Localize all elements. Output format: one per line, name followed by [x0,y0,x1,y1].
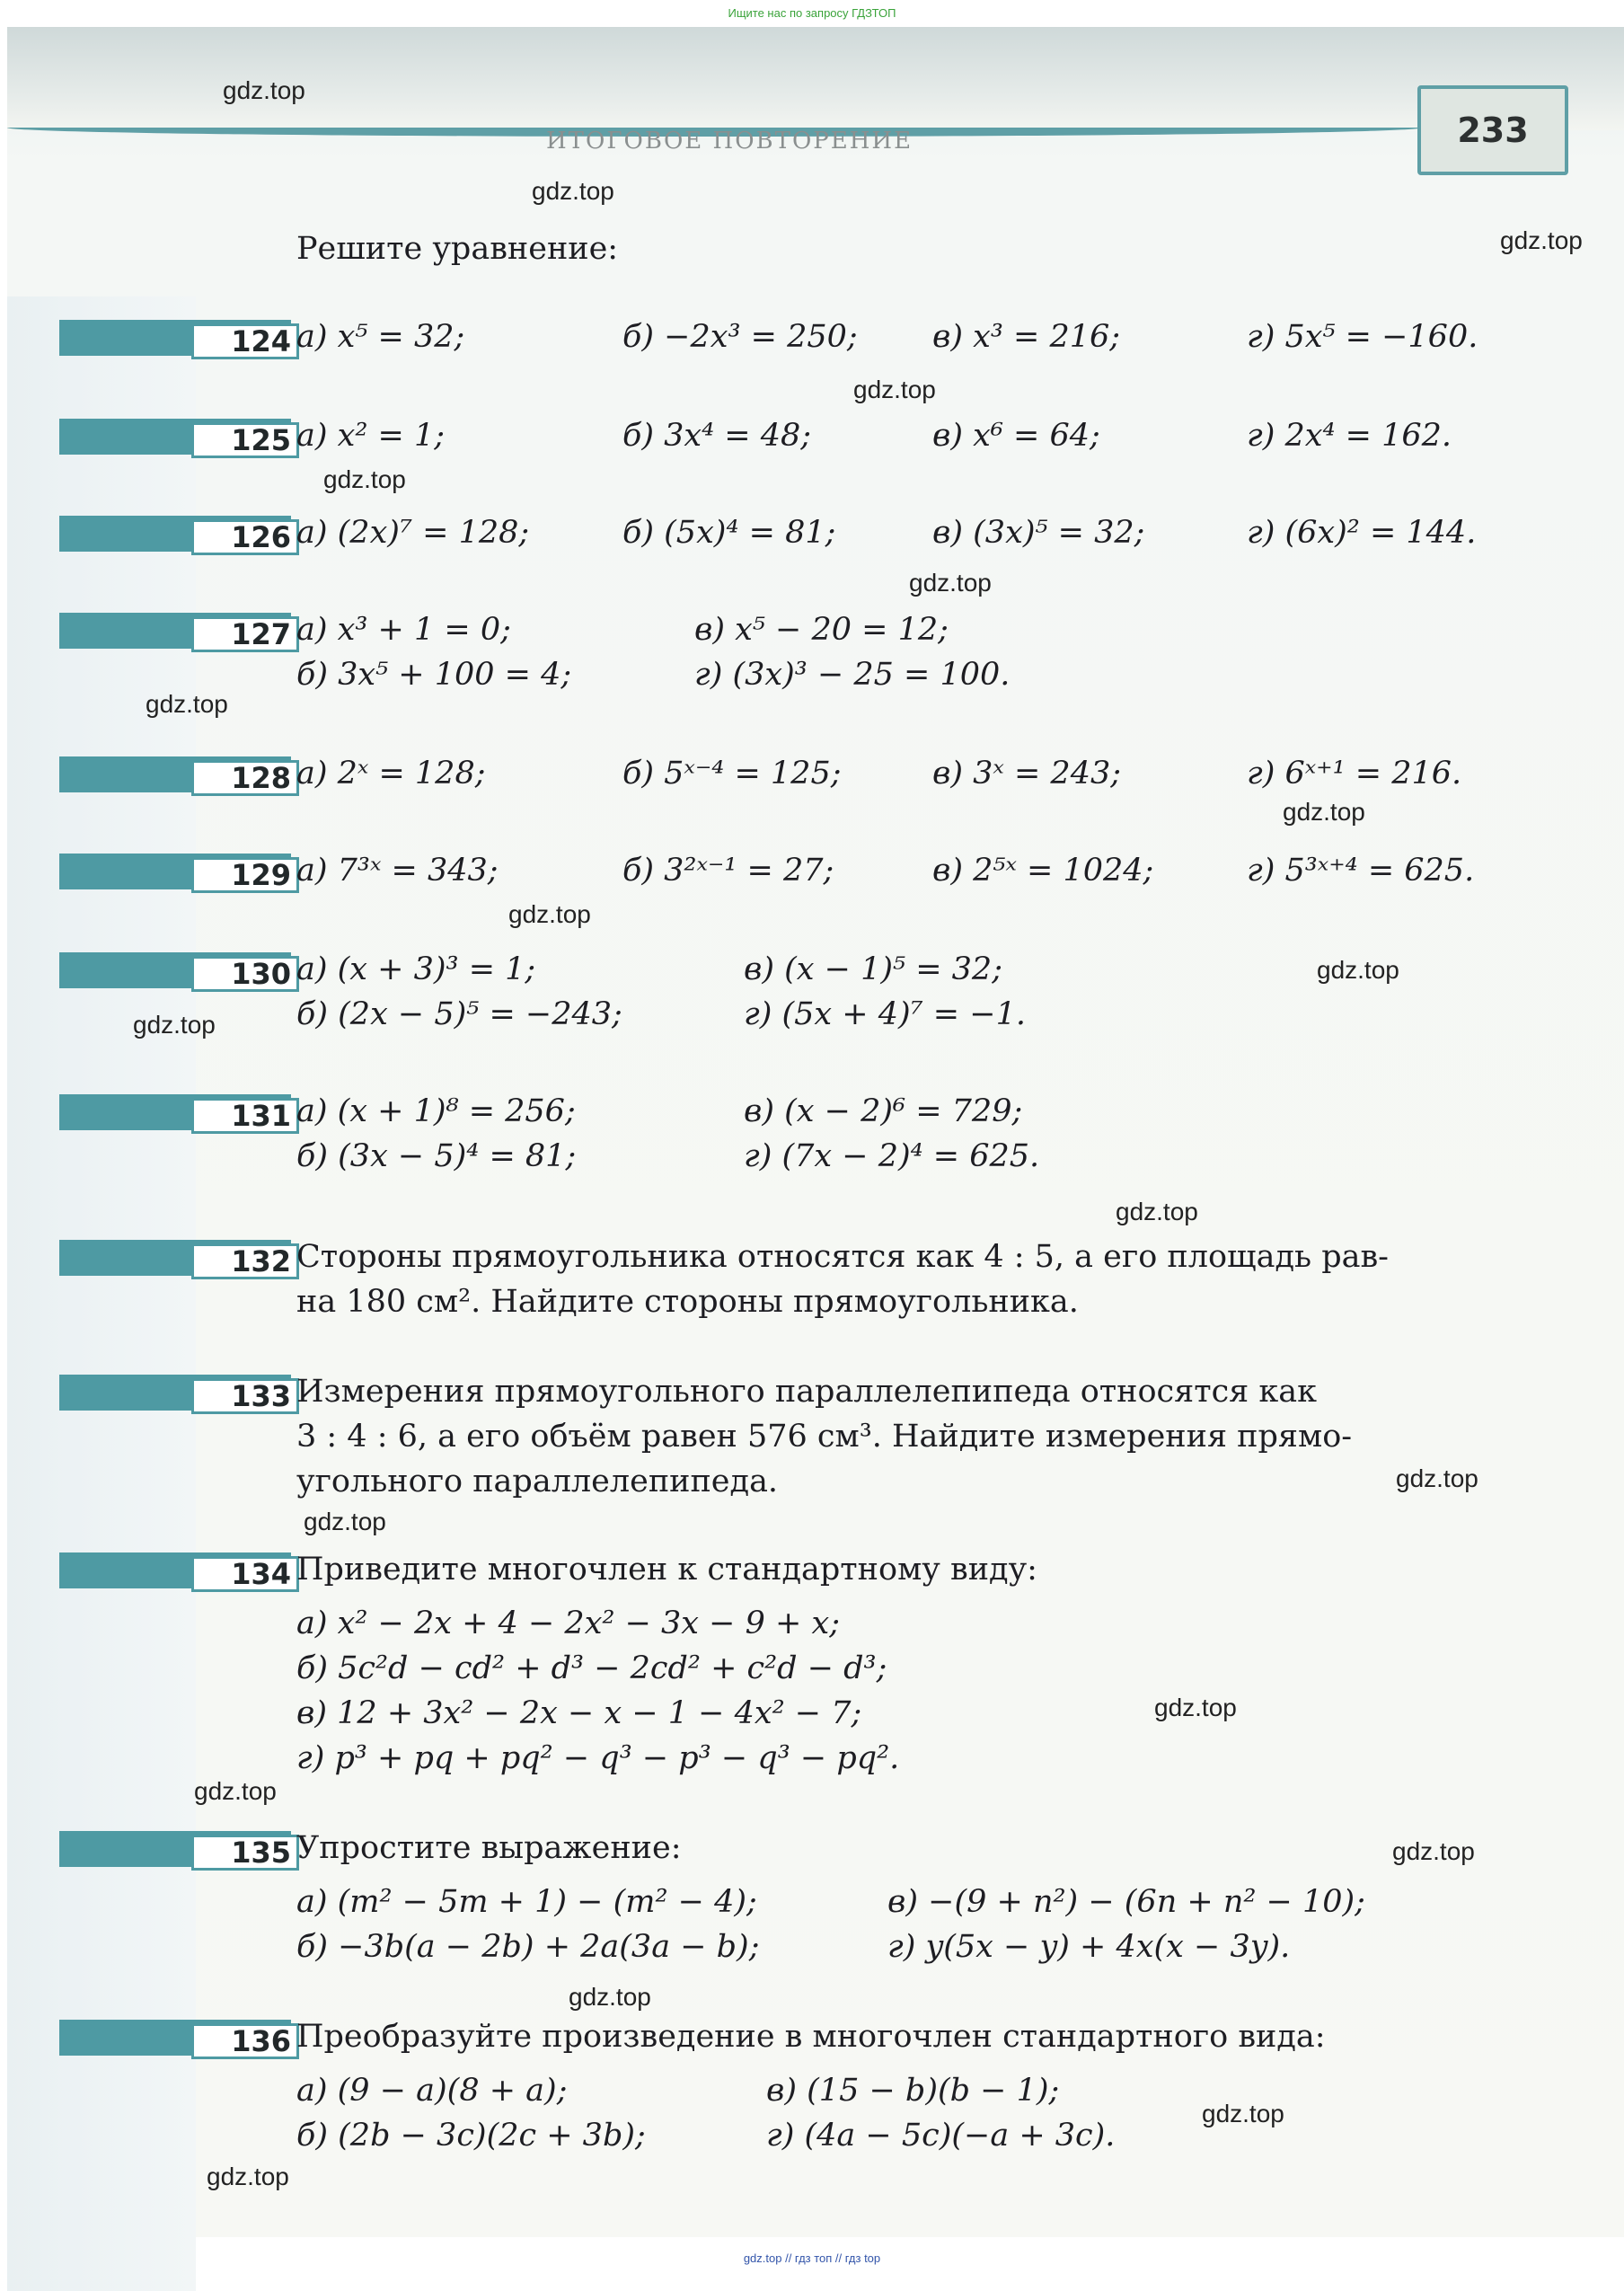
problem-item: в) 2⁵ˣ = 1024; [932,853,1154,889]
watermark: gdz.top [133,1011,216,1039]
problem-item: в) 12 + 3x² − 2x − x − 1 − 4x² − 7; [296,1695,862,1731]
problem-item: б) 5ˣ⁻⁴ = 125; [622,756,842,792]
page-number: 233 [1417,85,1568,175]
watermark: gdz.top [1317,956,1399,984]
watermark: gdz.top [146,690,228,718]
problem-number: 127 [191,616,299,652]
problem-number: 126 [191,519,299,555]
watermark: gdz.top [1202,2100,1284,2127]
problem-item: а) (x + 3)³ = 1; [296,951,536,987]
problem-text: Стороны прямоугольника относятся как 4 : 5, а его площадь рав- [296,1239,1389,1275]
watermark: gdz.top [207,2163,289,2190]
watermark: gdz.top [1283,798,1365,826]
problem-number: 131 [191,1098,299,1134]
problem-item: г) 5³ˣ⁺⁴ = 625. [1247,853,1475,889]
problem-item: а) (2x)⁷ = 128; [296,515,530,551]
problem-text: Упростите выражение: [296,1830,682,1866]
problem-number: 124 [191,323,299,359]
watermark: gdz.top [304,1508,386,1535]
problem-item: а) x² = 1; [296,418,446,454]
footer: gdz.top // гдз топ // гдз top [743,2251,881,2265]
problem-item: г) 5x⁵ = −160. [1247,319,1478,355]
problem-item: г) p³ + pq + pq² − q³ − p³ − q³ − pq². [296,1740,900,1776]
problem-item: г) 6ˣ⁺¹ = 216. [1247,756,1462,792]
problem-item: г) (5x + 4)⁷ = −1. [744,996,1026,1032]
watermark: gdz.top [532,177,614,205]
watermark: gdz.top [323,465,406,493]
problem-number: 135 [191,1835,299,1871]
problem-item: в) x⁶ = 64; [932,418,1100,454]
problem-number: 130 [191,956,299,992]
problem-item: в) x⁵ − 20 = 12; [694,612,949,648]
problem-item: б) −2x³ = 250; [622,319,858,355]
problem-item: в) −(9 + n²) − (6n + n² − 10); [887,1884,1365,1920]
problem-item: а) x³ + 1 = 0; [296,612,511,648]
problem-number: 129 [191,857,299,893]
problem-item: б) (3x − 5)⁴ = 81; [296,1138,577,1174]
problem-item: а) 2ˣ = 128; [296,756,486,792]
problem-item: а) (9 − a)(8 + a); [296,2073,568,2109]
problem-number: 128 [191,760,299,796]
problem-item: в) (15 − b)(b − 1); [766,2073,1060,2109]
problem-item: в) x³ = 216; [932,319,1121,355]
problem-item: а) (m² − 5m + 1) − (m² − 4); [296,1884,757,1920]
watermark: gdz.top [1396,1464,1478,1492]
section-intro: Решите уравнение: [296,231,619,267]
problem-number: 136 [191,2023,299,2059]
problem-number: 133 [191,1378,299,1414]
problem-item: б) (5x)⁴ = 81; [622,515,836,551]
problem-item: в) (3x)⁵ = 32; [932,515,1145,551]
problem-text: Преобразуйте произведение в многочлен стандартного вида: [296,2019,1326,2055]
problem-item: в) (x − 1)⁵ = 32; [744,951,1002,987]
running-title: ИТОГОВОЕ ПОВТОРЕНИЕ [546,128,914,155]
problem-number: 134 [191,1556,299,1592]
problem-text: 3 : 4 : 6, а его объём равен 576 см³. Найдите измерения прямо- [296,1419,1353,1455]
problem-item: г) (7x − 2)⁴ = 625. [744,1138,1040,1174]
watermark: gdz.top [569,1983,651,2011]
watermark: gdz.top [1116,1198,1198,1225]
problem-item: б) −3b(a − 2b) + 2a(3a − b); [296,1929,760,1965]
problem-item: в) 3ˣ = 243; [932,756,1122,792]
problem-item: б) 5c²d − cd² + d³ − 2cd² + c²d − d³; [296,1650,887,1686]
problem-number: 125 [191,422,299,458]
problem-item: а) (x + 1)⁸ = 256; [296,1093,576,1129]
problem-number: 132 [191,1243,299,1279]
textbook-page [7,27,1624,2237]
watermark: gdz.top [194,1777,277,1805]
problem-item: г) (4a − 5c)(−a + 3c). [766,2118,1116,2154]
problem-item: г) 2x⁴ = 162. [1247,418,1452,454]
watermark: gdz.top [1392,1837,1475,1865]
watermark: gdz.top [508,900,591,928]
watermark: gdz.top [909,569,992,597]
top-banner: Ищите нас по запросу ГДЗТОП [728,6,896,20]
watermark: gdz.top [1500,226,1583,254]
watermark: gdz.top [223,76,305,104]
problem-text: угольного параллелепипеда. [296,1464,779,1499]
watermark: gdz.top [1154,1694,1237,1721]
problem-item: б) (2x − 5)⁵ = −243; [296,996,622,1032]
problem-text: Приведите многочлен к стандартному виду: [296,1552,1037,1588]
problem-item: б) (2b − 3c)(2c + 3b); [296,2118,646,2154]
left-margin-strip [7,296,196,2291]
problem-item: б) 3²ˣ⁻¹ = 27; [622,853,834,889]
problem-item: г) y(5x − y) + 4x(x − 3y). [887,1929,1291,1965]
problem-item: а) x² − 2x + 4 − 2x² − 3x − 9 + x; [296,1605,840,1641]
problem-text: Измерения прямоугольного параллелепипеда относятся как [296,1374,1317,1410]
problem-item: а) 7³ˣ = 343; [296,853,499,889]
problem-item: г) (3x)³ − 25 = 100. [694,657,1011,693]
problem-item: б) 3x⁵ + 100 = 4; [296,657,572,693]
watermark: gdz.top [853,376,936,403]
problem-item: в) (x − 2)⁶ = 729; [744,1093,1023,1129]
problem-item: а) x⁵ = 32; [296,319,465,355]
problem-item: б) 3x⁴ = 48; [622,418,812,454]
problem-item: г) (6x)² = 144. [1247,515,1477,551]
problem-text: на 180 см². Найдите стороны прямоугольника. [296,1284,1079,1320]
